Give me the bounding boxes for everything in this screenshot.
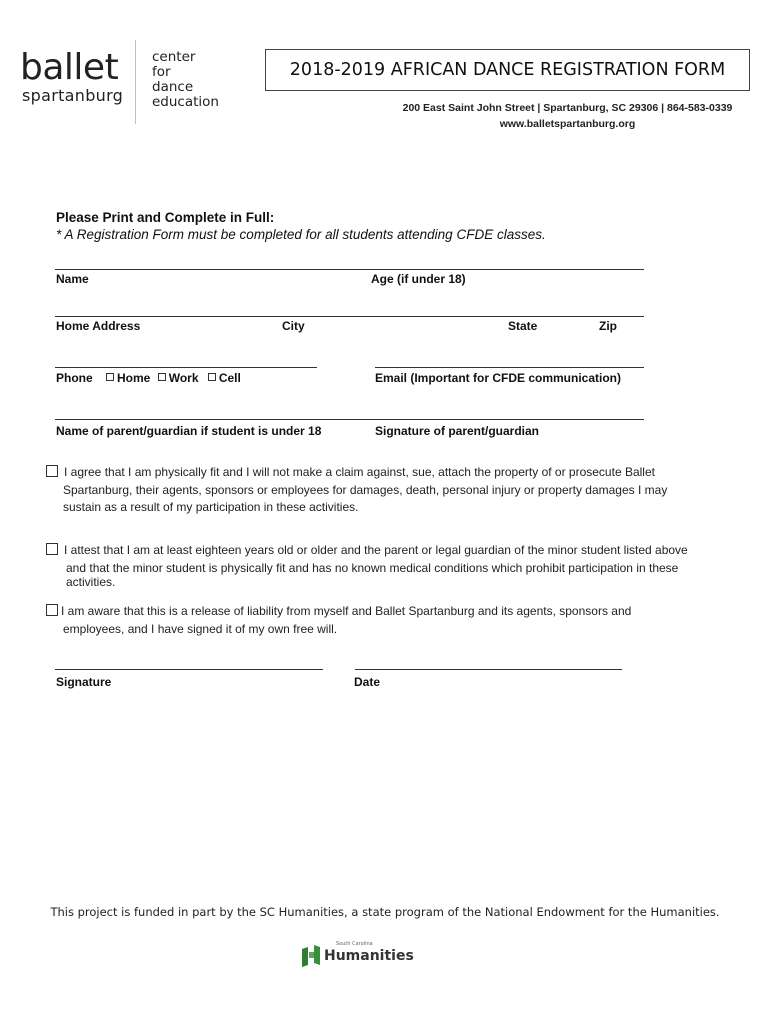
humanities-logo-text: [324, 941, 414, 964]
agreement-1-line: I agree that I am physically fit and I will not make a claim against, sue, attach the property of or prosecute Ballet: [64, 465, 655, 479]
agreement-1-line: sustain as a result of my participation in these activities.: [63, 500, 359, 514]
address-field-line[interactable]: [55, 316, 644, 317]
agreement-1: [46, 464, 667, 517]
signature-label: Signature: [56, 675, 112, 689]
phone-cell-checkbox[interactable]: [208, 373, 216, 381]
name-label: Name: [56, 272, 89, 286]
phone-cell-label: Cell: [218, 371, 241, 385]
agreement-3-line: employees, and I have signed it of my own free will.: [63, 621, 338, 636]
logo-center-line: center: [152, 49, 196, 65]
agreement-3-checkbox[interactable]: [46, 604, 58, 616]
city-label: City: [282, 319, 305, 333]
agreement-1-line: Spartanburg, their agents, sponsors or employees for damages, death, personal injury or property damages I may: [63, 482, 668, 497]
agreement-3-line: I am aware that this is a release of liability from myself and Ballet Spartanburg and its agents, sponsors and: [61, 604, 632, 618]
website-link[interactable]: www.balletspartanburg.org: [499, 118, 636, 130]
form-title: 2018-2019 AFRICAN DANCE REGISTRATION FORM: [265, 49, 750, 91]
agreement-2-checkbox[interactable]: [46, 543, 58, 555]
guardian-name-label: Name of parent/guardian if student is under 18: [56, 424, 322, 438]
agreement-2-line: I attest that I am at least eighteen years old or older and the parent or legal guardian of the minor student listed above: [64, 543, 688, 557]
sc-humanities-logo: [302, 941, 414, 968]
age-label: Age (if under 18): [371, 272, 466, 286]
phone-work-label: Work: [168, 371, 199, 385]
agreement-1-checkbox[interactable]: [46, 465, 58, 477]
name-age-field-line[interactable]: [55, 269, 644, 270]
home-address-label: Home Address: [56, 319, 141, 333]
logo-spartanburg: spartanburg: [22, 86, 124, 105]
phone-home-checkbox[interactable]: [106, 373, 114, 381]
phone-home-label: Home: [117, 371, 151, 385]
logo-ballet: ballet: [20, 47, 119, 88]
agreement-2-line: activities.: [66, 575, 116, 589]
instructions-subtitle: * A Registration Form must be completed for all students attending CFDE classes.: [56, 227, 546, 242]
logo-divider: [135, 40, 136, 124]
zip-label: Zip: [599, 319, 617, 333]
agreement-3: [46, 603, 631, 638]
date-label: Date: [354, 675, 381, 689]
logo-center-line: for: [152, 64, 171, 80]
email-label: Email (Important for CFDE communication): [375, 371, 622, 385]
email-field-line[interactable]: [375, 367, 644, 368]
logo-center-line: education: [152, 94, 219, 110]
guardian-signature-label: Signature of parent/guardian: [375, 424, 540, 438]
instructions-title: Please Print and Complete in Full:: [56, 210, 275, 225]
funding-note: This project is funded in part by the SC Humanities, a state program of the National Endowment for the Humanities.: [50, 905, 720, 919]
logo-center-for-dance-education: [152, 50, 219, 110]
address-line: 200 East Saint John Street | Spartanburg, SC 29306 | 864-583-0339: [402, 102, 733, 114]
agreement-2: [46, 542, 688, 592]
phone-work-checkbox[interactable]: [158, 373, 166, 381]
logo-center-line: dance: [152, 79, 194, 95]
state-label: State: [508, 319, 538, 333]
guardian-field-line[interactable]: [55, 419, 644, 420]
phone-label: [56, 371, 241, 385]
phone-field-line[interactable]: [55, 367, 317, 368]
phone-label-text: Phone: [56, 371, 93, 385]
agreement-2-line: and that the minor student is physically fit and has no known medical conditions which prohibit participation in these: [66, 560, 679, 575]
humanities-h-icon: [302, 944, 320, 968]
humanities-logo-word: Humanities: [324, 948, 414, 964]
signature-field-line[interactable]: [55, 669, 323, 670]
date-field-line[interactable]: [355, 669, 622, 670]
humanities-logo-small: South Carolina: [336, 941, 373, 947]
